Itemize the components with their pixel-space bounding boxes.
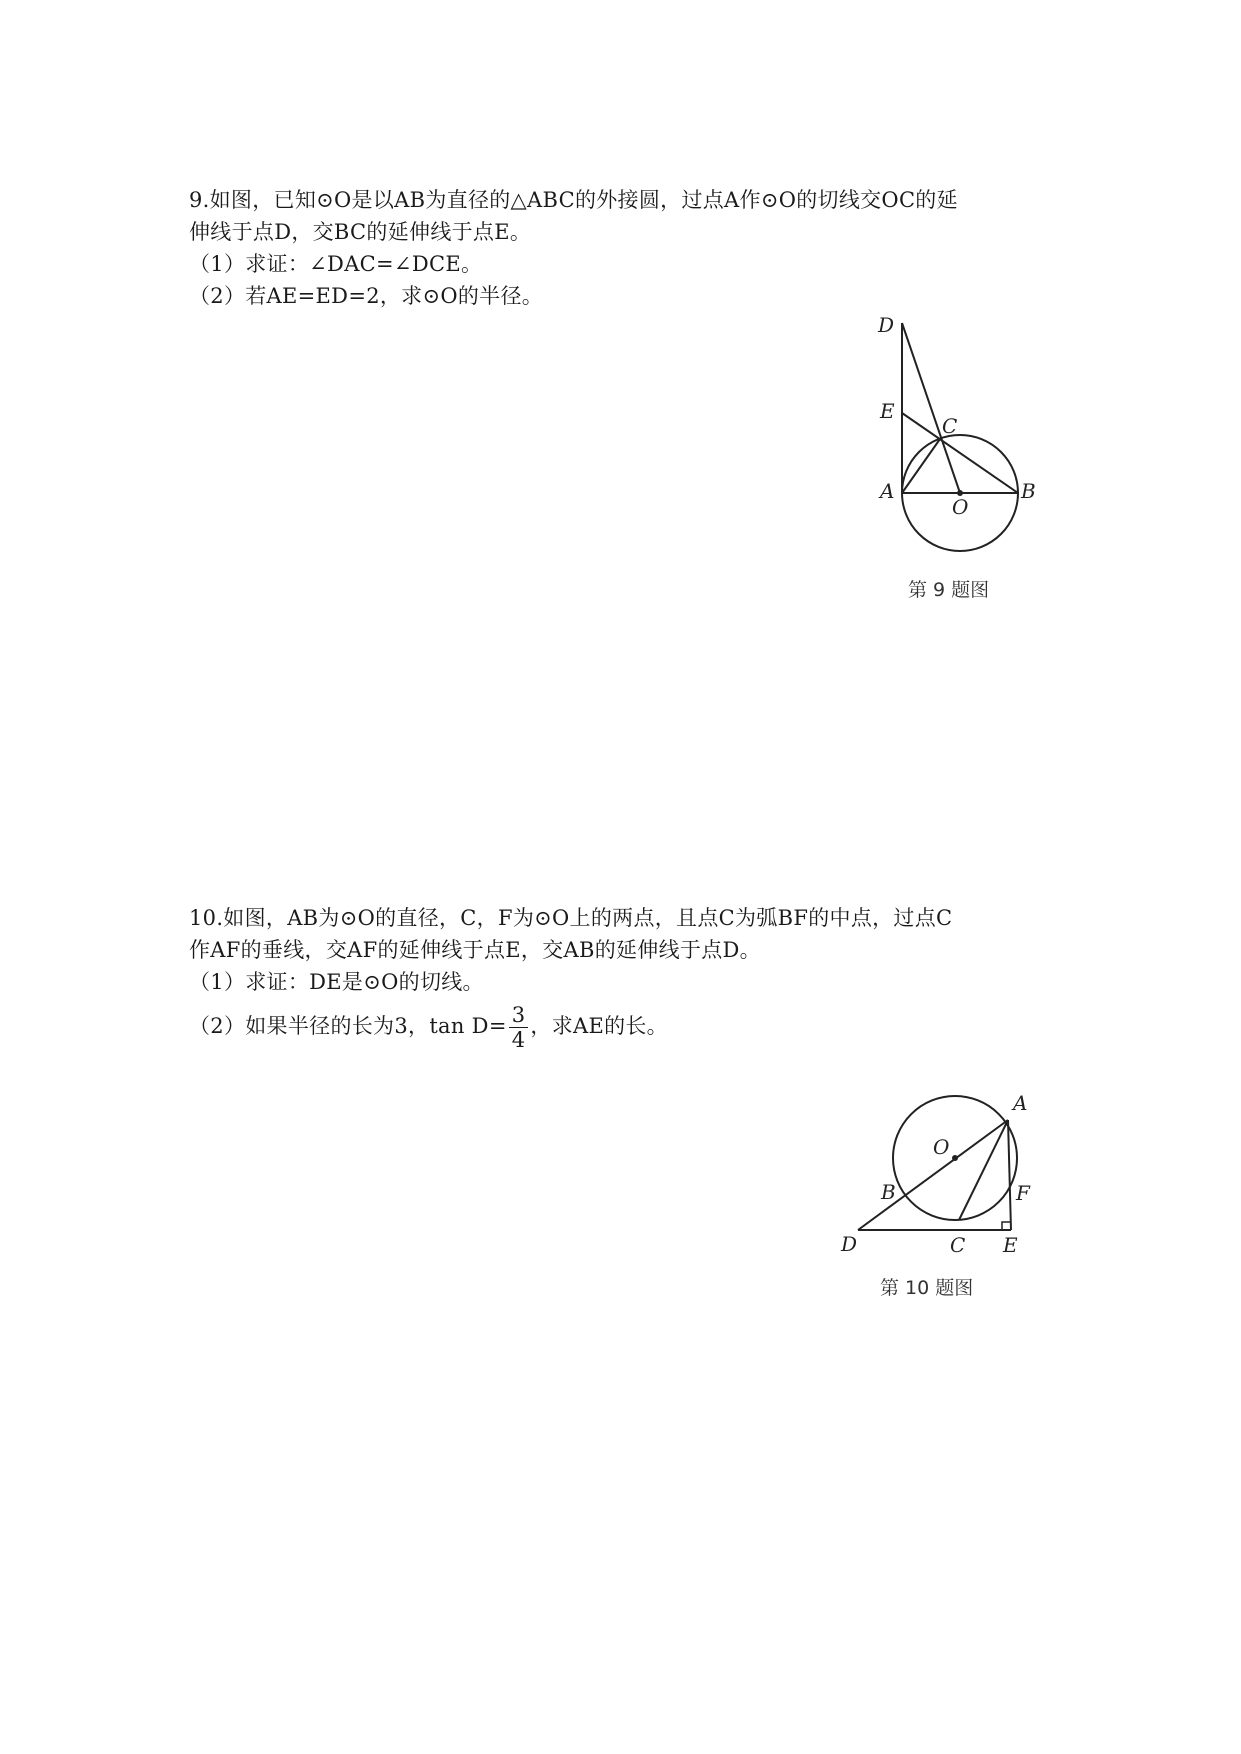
q10-line-AE (1008, 1120, 1011, 1230)
q9-label-A: A (880, 479, 895, 503)
q10-line-2: 作AF的垂线，交AF的延伸线于点E，交AB的延伸线于点D。 (189, 938, 761, 962)
q10-figure-caption: 第 10 题图 (880, 1277, 974, 1299)
q9-line-1: 9.如图，已知⊙O是以AB为直径的△ABC的外接圆，过点A作⊙O的切线交OC的延 (189, 188, 958, 212)
q10-point-O (952, 1155, 958, 1161)
q9-figure-caption: 第 9 题图 (908, 579, 990, 601)
q10-part-1: （1）求证：DE是⊙O的切线。 (189, 970, 484, 994)
q9-line-DO (902, 323, 960, 493)
q9-line-2: 伸线于点D，交BC的延伸线于点E。 (189, 220, 532, 244)
q10-fraction-denominator: 4 (511, 1028, 526, 1052)
q9-label-E: E (880, 399, 895, 423)
q10-part-2 (189, 1003, 668, 1052)
q10-label-B: B (881, 1180, 896, 1204)
q10-label-O: O (933, 1135, 950, 1159)
q10-label-A: A (1013, 1091, 1028, 1115)
q9-line-EB (902, 413, 1018, 493)
q9-part-1: （1）求证：∠DAC=∠DCE。 (189, 252, 483, 276)
q10-line-1: 10.如图，AB为⊙O的直径，C，F为⊙O上的两点，且点C为弧BF的中点，过点C (189, 906, 953, 930)
q10-line-AC (959, 1120, 1008, 1220)
q10-right-angle-mark (1002, 1222, 1010, 1230)
q10-label-C: C (950, 1233, 966, 1257)
q10-label-D: D (841, 1232, 858, 1256)
q10-fraction-numerator: 3 (509, 1003, 529, 1028)
q9-label-B: B (1021, 479, 1036, 503)
q9-part-2: （2）若AE=ED=2，求⊙O的半径。 (189, 284, 544, 308)
q10-fraction (509, 1003, 529, 1052)
q9-label-C: C (942, 414, 958, 438)
q10-figure (835, 1088, 1045, 1258)
q10-part-2-prefix: （2）如果半径的长为3，tan D= (189, 1014, 507, 1038)
q9-figure (870, 315, 1050, 565)
q10-label-E: E (1003, 1233, 1018, 1257)
q10-label-F: F (1016, 1181, 1030, 1205)
q10-part-2-suffix: ，求AE的长。 (530, 1014, 668, 1038)
q9-label-D: D (878, 315, 895, 337)
q9-label-O: O (952, 495, 969, 519)
